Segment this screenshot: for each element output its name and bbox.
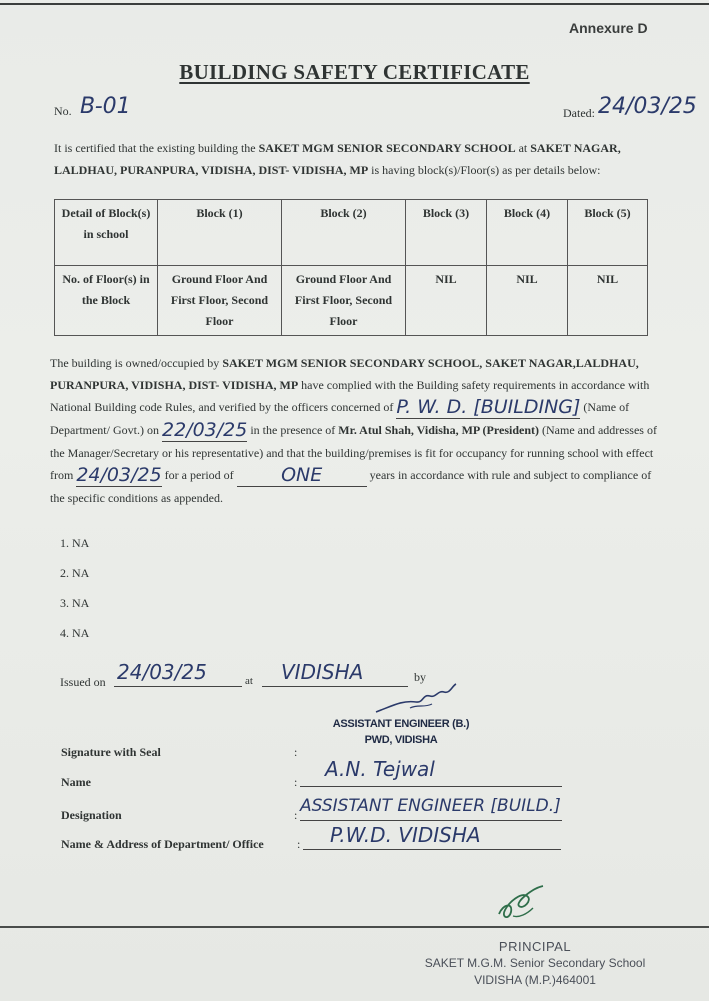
table-cell: Detail of Block(s) in school (55, 200, 158, 266)
principal-school: SAKET M.G.M. Senior Secondary School (424, 956, 646, 970)
department-label: Name & Address of Department/ Office (61, 837, 264, 851)
principal-stamp (420, 938, 650, 989)
department-handwritten: P. W. D. [BUILDING] (396, 396, 581, 418)
engineer-signature (372, 682, 462, 718)
list-item: 3. NA (60, 596, 90, 610)
list-item: 2. NA (60, 566, 90, 580)
table-cell: Block (1) (158, 200, 282, 266)
issued-place: VIDISHA (281, 660, 364, 684)
by-label: by (414, 670, 426, 684)
name-colon: : (294, 775, 298, 789)
issued-date: 24/03/25 (117, 660, 207, 684)
verified-date: 22/03/25 (161, 419, 248, 441)
name-label: Name (61, 775, 91, 789)
dated-label: Dated: (563, 106, 595, 120)
body-text-3: (Name of Department/ Govt.) on (50, 400, 630, 437)
table-cell: NIL (487, 266, 568, 336)
name-line (300, 786, 562, 787)
department-underline (396, 396, 580, 419)
top-border (0, 3, 709, 5)
conditions-list (60, 536, 89, 656)
engineer-stamp (326, 716, 476, 748)
table-cell: Ground Floor And First Floor, Second Floor (158, 266, 282, 336)
stamp-line-2: PWD, VIDISHA (364, 734, 438, 746)
verified-date-underline (162, 419, 247, 442)
table-cell: NIL (568, 266, 648, 336)
principal-address: VIDISHA (M.P.)464001 (474, 973, 596, 987)
issued-date-line (114, 686, 242, 687)
intro-school: SAKET MGM SENIOR SECONDARY SCHOOL (258, 141, 516, 155)
body-owner: SAKET MGM SENIOR SECONDARY SCHOOL, SAKET NAGAR,LALDHAU, PURANPURA, VIDISHA, DIST- VIDISHA, MP (50, 356, 639, 392)
body-text-7: years in accordance with rule and subject to compliance of the specific conditions as appended. (50, 468, 652, 505)
body-text-6: for a period of (161, 468, 237, 482)
table-cell: Ground Floor And First Floor, Second Floor (282, 266, 406, 336)
at-label: at (245, 675, 253, 687)
body-text-2: have complied with the Building safety requirements in accordance with National Building code Rules, and verified by the officers concerned of (50, 378, 650, 414)
intro-text-1: It is certified that the existing building the (54, 141, 259, 155)
principal-signature (493, 882, 553, 926)
designation-label: Designation (61, 808, 122, 822)
signature-label: Signature with Seal (61, 745, 161, 759)
body-paragraph (50, 352, 665, 509)
intro-address: SAKET NAGAR, LALDHAU, PURANPURA, VIDISHA, DIST- VIDISHA, MP (54, 141, 621, 177)
effect-date-underline (76, 464, 161, 487)
period-value: ONE (281, 464, 323, 486)
body-text-4: in the presence of (247, 423, 339, 437)
table-cell: Block (5) (568, 200, 648, 266)
signature-colon: : (294, 745, 298, 759)
blocks-table (54, 199, 648, 336)
annexure-label: Annexure D (569, 20, 648, 36)
table-cell: Block (3) (406, 200, 487, 266)
effect-date: 24/03/25 (76, 464, 162, 486)
number-label: No. (54, 104, 72, 118)
table-cell: Block (2) (282, 200, 406, 266)
designation-value: ASSISTANT ENGINEER [BUILD.] (300, 796, 561, 816)
issued-label: Issued on (60, 675, 106, 689)
department-colon: : (297, 837, 301, 851)
number-value: B-01 (80, 94, 131, 119)
dated-value: 24/03/25 (598, 94, 697, 119)
designation-colon: : (294, 808, 298, 822)
intro-text-3: is having block(s)/Floor(s) as per details below: (368, 163, 601, 177)
name-value: A.N. Tejwal (325, 757, 435, 781)
period-underline (237, 464, 367, 487)
table-row (55, 266, 648, 336)
table-cell: Block (4) (487, 200, 568, 266)
intro-text-2: at (515, 141, 531, 155)
bottom-border (0, 926, 709, 928)
table-cell: No. of Floor(s) in the Block (55, 266, 158, 336)
body-text-1: The building is owned/occupied by (50, 356, 223, 370)
designation-line (300, 820, 562, 821)
title-text: BUILDING SAFETY CERTIFICATE (179, 60, 530, 84)
department-value: P.W.D. VIDISHA (330, 823, 481, 847)
body-text-5: (Name and addresses of the Manager/Secretary or his representative) and that the building/premises is fit for occupancy for running school with effect from (50, 423, 657, 482)
list-item: 1. NA (60, 536, 90, 550)
principal-title: PRINCIPAL (498, 939, 572, 954)
table-row (55, 200, 648, 266)
table-cell: NIL (406, 266, 487, 336)
department-line (303, 849, 561, 850)
stamp-line-1: ASSISTANT ENGINEER (B.) (332, 718, 470, 730)
presence-name: Mr. Atul Shah, Vidisha, MP (President) (338, 423, 539, 437)
page-title (0, 60, 709, 85)
list-item: 4. NA (60, 626, 90, 640)
intro-paragraph (54, 137, 664, 181)
